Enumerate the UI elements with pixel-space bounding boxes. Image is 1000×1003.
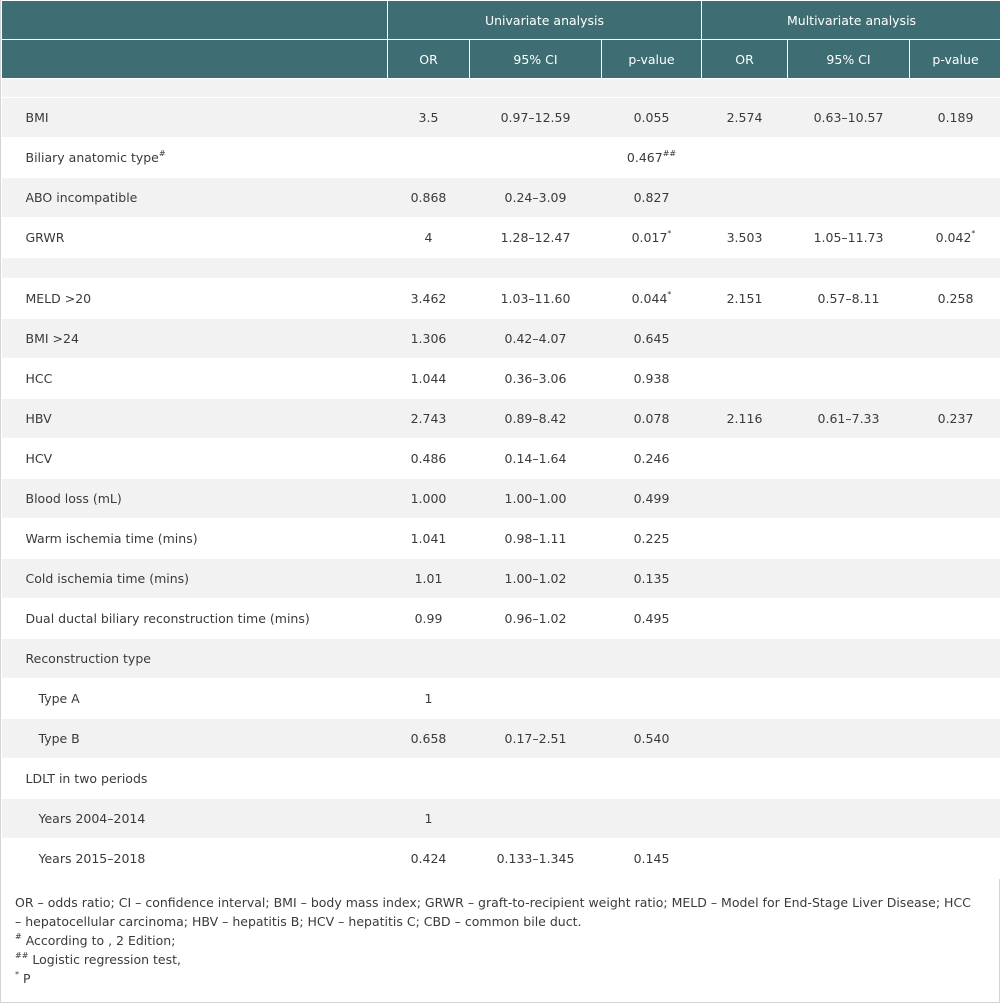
col-header-m-or: OR: [702, 40, 788, 79]
row-label-text: ABO incompatible: [25, 190, 138, 205]
footnote-abbreviations: OR – odds ratio; CI – confidence interval; BMI – body mass index; GRWR – graft-to-recipient weight ratio; MELD – Model for End-Stage Liver Disease; HCC – hepatocellular carcinoma; HBV – hepatitis B; HCV – hepatitis C; CBD – common bile duct.: [15, 895, 971, 929]
cell-m-ci: [788, 679, 910, 719]
row-label-text: LDLT in two periods: [25, 771, 148, 786]
cell-m-p: [910, 679, 1000, 719]
cell-u-ci: [470, 679, 602, 719]
col-header-u-or: OR: [388, 40, 470, 79]
cell-m-ci: [788, 359, 910, 399]
row-label: [2, 138, 388, 178]
footnote-3-mark: *: [15, 970, 19, 979]
cell-value: 0.042: [935, 230, 972, 245]
cell-value: 1.00–1.00: [504, 491, 567, 506]
cell-u-or: [388, 319, 470, 359]
cell-value: 0.486: [410, 451, 447, 466]
cell-m-p: [910, 639, 1000, 679]
table-row: [2, 599, 1000, 639]
cell-u-ci: [470, 559, 602, 599]
cell-u-or: [388, 359, 470, 399]
cell-m-p: [910, 319, 1000, 359]
row-label-text: BMI >24: [25, 331, 79, 346]
cell-m-or: [702, 319, 788, 359]
cell-m-or: [702, 359, 788, 399]
row-label: [2, 319, 388, 359]
footnote-2-mark: ##: [15, 951, 29, 960]
footnote-1-mark: #: [15, 932, 22, 941]
cell-u-or: [388, 679, 470, 719]
table-row: [2, 319, 1000, 359]
cell-m-p: [910, 599, 1000, 639]
cell-m-ci: [788, 639, 910, 679]
cell-value: 4: [424, 230, 433, 245]
cell-sup: ##: [662, 149, 677, 158]
table-row: [2, 439, 1000, 479]
cell-m-ci: [788, 178, 910, 218]
cell-value: 0.495: [633, 611, 670, 626]
cell-sup: *: [667, 290, 672, 299]
table-row: [2, 138, 1000, 178]
row-label-text: GRWR: [25, 230, 65, 245]
cell-u-or: [388, 759, 470, 799]
cell-u-p: [602, 218, 702, 258]
cell-m-p: [910, 479, 1000, 519]
cell-u-or: [388, 279, 470, 319]
table-row: [2, 759, 1000, 799]
row-label: [2, 279, 388, 319]
cell-u-ci: [470, 178, 602, 218]
cell-value: 1: [424, 691, 433, 706]
cell-value: 1.041: [410, 531, 447, 546]
table-row: [2, 359, 1000, 399]
cell-value: 0.246: [633, 451, 670, 466]
cell-value: 0.89–8.42: [504, 411, 567, 426]
table-row: [2, 479, 1000, 519]
multivariate-header: Multivariate analysis: [702, 1, 1000, 40]
table-row: [2, 559, 1000, 599]
table-body: [2, 79, 1000, 879]
cell-m-p: [910, 359, 1000, 399]
cell-u-p: [602, 319, 702, 359]
cell-u-ci: [470, 319, 602, 359]
cell-value: 0.98–1.11: [504, 531, 567, 546]
cell-value: 2.574: [726, 110, 763, 125]
cell-u-or: [388, 519, 470, 559]
cell-m-or: [702, 599, 788, 639]
cell-value: 1: [424, 811, 433, 826]
cell-u-p: [602, 679, 702, 719]
cell-u-p: [602, 759, 702, 799]
spacer-row: [2, 79, 1000, 98]
cell-m-ci: [788, 218, 910, 258]
cell-value: 0.078: [633, 411, 670, 426]
col-header-u-ci: 95% CI: [470, 40, 602, 79]
cell-value: 0.540: [633, 731, 670, 746]
row-label: [2, 479, 388, 519]
cell-u-ci: [470, 359, 602, 399]
cell-value: 2.116: [726, 411, 763, 426]
cell-u-or: [388, 719, 470, 759]
row-label-text: Years 2004–2014: [38, 811, 146, 826]
cell-value: 0.645: [633, 331, 670, 346]
table-row: [2, 799, 1000, 839]
cell-value: 0.467: [626, 150, 663, 165]
cell-u-ci: [470, 399, 602, 439]
table-row: [2, 399, 1000, 439]
row-label: [2, 719, 388, 759]
cell-u-p: [602, 359, 702, 399]
cell-m-or: [702, 839, 788, 879]
cell-u-or: [388, 399, 470, 439]
cell-value: 0.61–7.33: [817, 411, 880, 426]
table-row: [2, 839, 1000, 879]
row-label-text: Dual ductal biliary reconstruction time (mins): [25, 611, 310, 626]
table-header: [2, 1, 1000, 79]
cell-value: 1.000: [410, 491, 447, 506]
row-label: [2, 679, 388, 719]
row-label-text: Biliary anatomic type: [25, 150, 159, 165]
cell-m-p: [910, 98, 1000, 138]
footnote-1: [15, 931, 975, 950]
cell-value: 0.97–12.59: [500, 110, 571, 125]
cell-m-or: [702, 679, 788, 719]
cell-value: 0.499: [633, 491, 670, 506]
row-label: [2, 559, 388, 599]
cell-u-p: [602, 639, 702, 679]
cell-m-or: [702, 799, 788, 839]
cell-m-ci: [788, 319, 910, 359]
cell-u-p: [602, 719, 702, 759]
cell-u-ci: [470, 599, 602, 639]
col-header-u-p: p-value: [602, 40, 702, 79]
cell-value: 0.57–8.11: [817, 291, 880, 306]
univariate-header: Univariate analysis: [388, 1, 702, 40]
cell-m-ci: [788, 759, 910, 799]
cell-u-p: [602, 98, 702, 138]
row-label-text: Cold ischemia time (mins): [25, 571, 190, 586]
cell-value: 3.462: [410, 291, 447, 306]
cell-m-p: [910, 178, 1000, 218]
table-row: [2, 639, 1000, 679]
cell-value: 0.42–4.07: [504, 331, 567, 346]
row-label-text: HCV: [25, 451, 53, 466]
cell-u-p: [602, 138, 702, 178]
row-label-text: Blood loss (mL): [25, 491, 122, 506]
cell-u-p: [602, 519, 702, 559]
cell-u-ci: [470, 218, 602, 258]
cell-u-or: [388, 559, 470, 599]
cell-value: 0.96–1.02: [504, 611, 567, 626]
cell-m-ci: [788, 399, 910, 439]
row-label-text: Type A: [38, 691, 80, 706]
cell-m-p: [910, 279, 1000, 319]
cell-m-or: [702, 178, 788, 218]
cell-value: 1.01: [414, 571, 443, 586]
cell-value: 0.17–2.51: [504, 731, 567, 746]
cell-value: 0.145: [633, 851, 670, 866]
cell-m-ci: [788, 98, 910, 138]
cell-u-p: [602, 479, 702, 519]
row-label-text: HBV: [25, 411, 52, 426]
footnote-3-text: P: [22, 971, 31, 986]
cell-value: 0.827: [633, 190, 670, 205]
cell-value: 1.306: [410, 331, 447, 346]
cell-u-ci: [470, 759, 602, 799]
cell-u-p: [602, 599, 702, 639]
cell-u-ci: [470, 799, 602, 839]
cell-u-ci: [470, 639, 602, 679]
cell-m-or: [702, 559, 788, 599]
cell-m-p: [910, 519, 1000, 559]
cell-value: 0.017: [631, 230, 668, 245]
cell-u-or: [388, 439, 470, 479]
cell-m-ci: [788, 279, 910, 319]
cell-m-or: [702, 519, 788, 559]
cell-value: 0.189: [937, 110, 974, 125]
cell-u-p: [602, 799, 702, 839]
cell-u-or: [388, 479, 470, 519]
row-label: [2, 98, 388, 138]
row-label-text: Type B: [38, 731, 80, 746]
cell-value: 3.5: [418, 110, 439, 125]
cell-u-or: [388, 178, 470, 218]
cell-m-ci: [788, 599, 910, 639]
cell-m-ci: [788, 839, 910, 879]
footnote-2: [15, 950, 975, 969]
header-blank-2: [2, 40, 388, 79]
row-label: [2, 639, 388, 679]
row-label: [2, 218, 388, 258]
row-label: [2, 839, 388, 879]
row-label-text: Years 2015–2018: [38, 851, 146, 866]
cell-value: 0.225: [633, 531, 670, 546]
cell-value: 0.258: [937, 291, 974, 306]
col-header-m-ci: 95% CI: [788, 40, 910, 79]
header-blank: [2, 1, 388, 40]
footnote-1-text: According to , 2 Edition;: [25, 933, 176, 948]
row-label: [2, 439, 388, 479]
cell-m-p: [910, 839, 1000, 879]
cell-value: 0.424: [410, 851, 447, 866]
cell-u-p: [602, 399, 702, 439]
cell-m-ci: [788, 559, 910, 599]
cell-u-p: [602, 839, 702, 879]
row-label: [2, 359, 388, 399]
table-row: [2, 98, 1000, 138]
row-label-text: Warm ischemia time (mins): [25, 531, 198, 546]
row-label: [2, 599, 388, 639]
cell-m-or: [702, 218, 788, 258]
cell-m-ci: [788, 138, 910, 178]
cell-m-p: [910, 719, 1000, 759]
table-row: [2, 519, 1000, 559]
cell-m-ci: [788, 519, 910, 559]
footnote-3: [15, 969, 975, 988]
table-row: [2, 218, 1000, 258]
cell-value: 0.044: [631, 291, 668, 306]
cell-u-p: [602, 178, 702, 218]
cell-value: 1.03–11.60: [500, 291, 571, 306]
cell-u-or: [388, 839, 470, 879]
cell-m-p: [910, 138, 1000, 178]
cell-m-ci: [788, 719, 910, 759]
cell-value: 2.743: [410, 411, 447, 426]
cell-m-or: [702, 719, 788, 759]
cell-u-p: [602, 279, 702, 319]
cell-m-p: [910, 439, 1000, 479]
cell-value: 0.055: [633, 110, 670, 125]
cell-value: 0.135: [633, 571, 670, 586]
col-header-m-p: p-value: [910, 40, 1000, 79]
cell-m-ci: [788, 439, 910, 479]
cell-value: 0.658: [410, 731, 447, 746]
cell-value: 1.05–11.73: [813, 230, 884, 245]
cell-m-p: [910, 559, 1000, 599]
cell-m-ci: [788, 479, 910, 519]
cell-m-or: [702, 399, 788, 439]
cell-m-or: [702, 138, 788, 178]
row-label: [2, 799, 388, 839]
table-row: [2, 719, 1000, 759]
row-label-sup: #: [158, 149, 166, 158]
cell-value: 0.868: [410, 190, 447, 205]
table-footnotes: [15, 893, 975, 988]
cell-value: 0.14–1.64: [504, 451, 567, 466]
cell-value: 0.237: [937, 411, 974, 426]
cell-u-ci: [470, 439, 602, 479]
regression-table: [1, 0, 1000, 879]
cell-u-ci: [470, 279, 602, 319]
row-label: [2, 759, 388, 799]
row-label-text: BMI: [25, 110, 49, 125]
row-label: [2, 519, 388, 559]
cell-value: 0.938: [633, 371, 670, 386]
cell-m-p: [910, 218, 1000, 258]
table-row: [2, 178, 1000, 218]
cell-u-p: [602, 439, 702, 479]
cell-u-ci: [470, 519, 602, 559]
cell-value: 0.36–3.06: [504, 371, 567, 386]
cell-u-or: [388, 218, 470, 258]
cell-value: 0.133–1.345: [496, 851, 575, 866]
cell-u-or: [388, 138, 470, 178]
cell-m-or: [702, 439, 788, 479]
table-row: [2, 279, 1000, 319]
cell-u-ci: [470, 98, 602, 138]
cell-value: 2.151: [726, 291, 763, 306]
cell-u-ci: [470, 719, 602, 759]
spacer-cell: [2, 79, 1000, 98]
cell-u-ci: [470, 138, 602, 178]
cell-u-or: [388, 639, 470, 679]
row-label-text: MELD >20: [25, 291, 92, 306]
cell-m-or: [702, 98, 788, 138]
cell-u-p: [602, 559, 702, 599]
cell-m-ci: [788, 799, 910, 839]
cell-u-or: [388, 599, 470, 639]
footnote-2-text: Logistic regression test,: [32, 952, 181, 967]
cell-u-or: [388, 799, 470, 839]
row-label: [2, 399, 388, 439]
cell-value: 0.63–10.57: [813, 110, 884, 125]
cell-value: 3.503: [726, 230, 763, 245]
cell-m-or: [702, 279, 788, 319]
cell-sup: *: [971, 229, 976, 238]
cell-u-or: [388, 98, 470, 138]
cell-m-or: [702, 759, 788, 799]
row-label-text: HCC: [25, 371, 53, 386]
cell-value: 0.99: [414, 611, 443, 626]
spacer-cell: [2, 258, 1000, 279]
cell-m-p: [910, 759, 1000, 799]
cell-m-p: [910, 799, 1000, 839]
cell-m-or: [702, 639, 788, 679]
cell-sup: *: [667, 229, 672, 238]
spacer-row: [2, 258, 1000, 279]
cell-value: 1.28–12.47: [500, 230, 571, 245]
cell-u-ci: [470, 479, 602, 519]
cell-value: 0.24–3.09: [504, 190, 567, 205]
row-label: [2, 178, 388, 218]
cell-m-p: [910, 399, 1000, 439]
row-label-text: Reconstruction type: [25, 651, 151, 666]
cell-value: 1.00–1.02: [504, 571, 567, 586]
cell-m-or: [702, 479, 788, 519]
cell-u-ci: [470, 839, 602, 879]
table-row: [2, 679, 1000, 719]
cell-value: 1.044: [410, 371, 447, 386]
